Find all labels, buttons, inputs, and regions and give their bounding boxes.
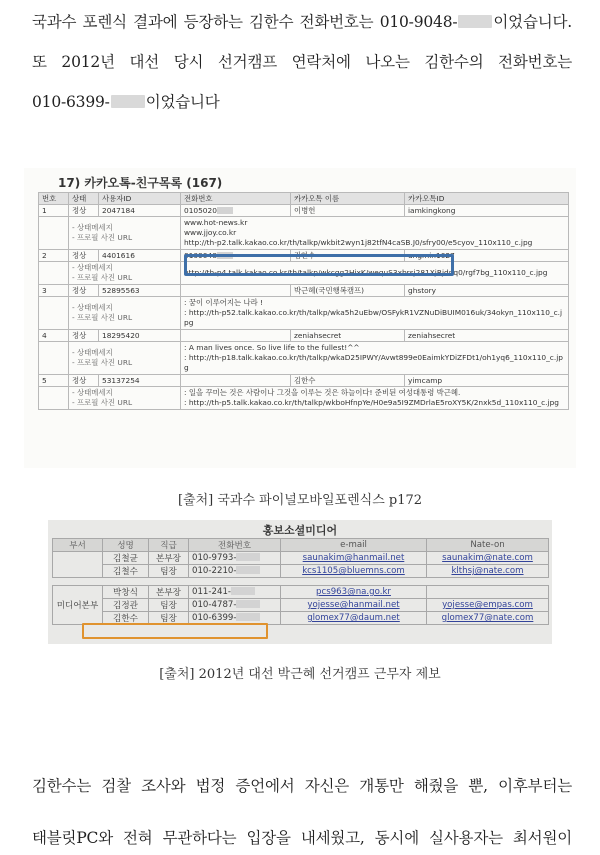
status-message: : A man lives once. So live life to the fullest!^^ <box>184 343 360 352</box>
redacted-digits <box>231 587 255 595</box>
cell-email <box>281 599 427 612</box>
sub-labels: - 상태메세지 - 프로필 사진 URL <box>69 297 181 330</box>
cell-kakao-id: ungmin1027 <box>405 250 569 262</box>
cell-name: 김철균 <box>103 552 149 565</box>
table-row <box>53 586 549 599</box>
cell-kakao-name: 김한수 <box>291 250 405 262</box>
cell-rank: 본부장 <box>149 586 189 599</box>
cell-state: 정상 <box>69 285 99 297</box>
campaign-rows-bottom <box>53 586 549 625</box>
kakao-friend-list-figure <box>24 168 576 468</box>
cell-name: 박창식 <box>103 586 149 599</box>
email-link[interactable]: yojesse@hanmail.net <box>307 600 400 610</box>
cell-rank: 팀장 <box>149 612 189 625</box>
profile-url: : http://th-p52.talk.kakao.co.kr/th/talkp/wka5h2uEbw/OSFykR1VZNuDiBUIM016uk/34okyn_110x110_c.jpg <box>184 308 563 327</box>
intro-line-1: 국과수 포렌식 결과에 등장하는 김한수 전화번호는 010-9048- 이었습니다. <box>32 13 572 31</box>
cell-email <box>281 552 427 565</box>
table-header-row: 번호 상태 사용자ID 전화번호 카카오톡 이름 카카오톡ID <box>39 193 569 205</box>
sub-labels: - 상태메세지 - 프로필 사진 URL <box>69 262 181 285</box>
sub-values <box>181 297 569 330</box>
table-row <box>39 375 569 387</box>
cell-phone: 010-9793- <box>189 552 281 565</box>
intro-paragraph <box>32 2 572 122</box>
redacted-digits <box>236 553 260 561</box>
cell-phone: 010-6399- <box>189 612 281 625</box>
cell-nateon <box>427 599 549 612</box>
figure-title: 17) 카카오톡-친구목록 (167) <box>58 176 223 190</box>
cell-phone: 010-2210- <box>189 565 281 578</box>
status-message: : 꿈이 이루어지는 나라 ! <box>184 298 264 307</box>
cell-no: 1 <box>39 205 69 217</box>
table-row <box>53 552 549 565</box>
cell-no: 4 <box>39 330 69 342</box>
cell-user-id: 53137254 <box>99 375 181 387</box>
cell-no: 3 <box>39 285 69 297</box>
outro-line-2: 태블릿PC와 전혀 무관하다는 입장을 내세웠고, 동시에 실사용자는 최서원이 <box>32 829 572 847</box>
outro-line-1: 김한수는 검찰 조사와 법정 증언에서 자신은 개통만 해줬을 뿐, 이후부터는 <box>32 777 572 795</box>
sub-values <box>181 217 569 250</box>
figure-title: 홍보소셜미디어 <box>262 524 338 537</box>
cell-phone: 010-4787- <box>189 599 281 612</box>
redacted-digits <box>111 95 145 108</box>
cell-kakao-id: iamkingkong <box>405 205 569 217</box>
cell-kakao-name: 김한수 <box>291 375 405 387</box>
cell-kakao-id: ghstory <box>405 285 569 297</box>
cell-phone <box>181 330 291 342</box>
cell-no: 2 <box>39 250 69 262</box>
sub-labels: - 상태메세지 - 프로필 사진 URL <box>69 342 181 375</box>
redacted-digits <box>236 600 260 608</box>
email-link[interactable]: glomex77@daum.net <box>307 613 400 623</box>
redacted-digits <box>458 15 492 28</box>
caption-2: [출처] 2012년 대선 박근혜 선거캠프 근무자 제보 <box>159 667 441 682</box>
kakao-table-body <box>39 205 569 410</box>
table-header-row: 부서 성명 직급 전화번호 e-mail Nate-on <box>53 539 549 552</box>
cell-name: 김정관 <box>103 599 149 612</box>
intro-line-2: 또 2012년 대선 당시 선거캠프 연락처에 나오는 김한수의 전화번호는 <box>32 53 572 71</box>
cell-phone: 0109048 <box>181 250 291 262</box>
cell-phone: 011-241- <box>189 586 281 599</box>
table-subrow <box>39 342 569 375</box>
table-row <box>53 599 549 612</box>
highlight-box <box>184 254 454 276</box>
redacted-digits <box>236 566 260 574</box>
profile-url: http://th-p2.talk.kakao.co.kr/th/talkp/wkbit2wyn1j82tfN4caSB.J0/sfry00/e5cyov_110x110_c.jpg <box>184 238 533 247</box>
redacted-digits <box>236 613 260 621</box>
nateon-link[interactable]: yojesse@empas.com <box>442 600 533 610</box>
nateon-link[interactable]: saunakim@nate.com <box>442 553 533 563</box>
cell-user-id: 18295420 <box>99 330 181 342</box>
cell-kakao-id: zeniahsecret <box>405 330 569 342</box>
cell-department: 미디어본부 <box>53 586 103 625</box>
cell-state: 정상 <box>69 205 99 217</box>
cell-user-id: 52895563 <box>99 285 181 297</box>
profile-url: : http://th-p5.talk.kakao.co.kr/th/talkp/wkboHfnpYe/H0e9a5I9ZMDrlaE5roXY5K/2nxk5d_110x110_c.jpg <box>184 398 559 407</box>
cell-kakao-name: 이병헌 <box>291 205 405 217</box>
cell-name: 김한수 <box>103 612 149 625</box>
email-link[interactable]: pcs963@na.go.kr <box>316 587 391 597</box>
kakao-friend-table <box>38 192 569 410</box>
cell-rank: 본부장 <box>149 552 189 565</box>
cell-nateon <box>427 586 549 599</box>
outro-paragraph <box>32 760 572 855</box>
cell-kakao-name: zeniahsecret <box>291 330 405 342</box>
profile-url: : http://th-p18.talk.kakao.co.kr/th/talkp/wkaD25IPWY/Avwt899e0EaimkYDiZFDt1/oh1yq6_110x110_c.jpg <box>184 353 563 372</box>
redacted-digits <box>217 207 233 214</box>
intro-line-3: 010-6399- 이었습니다 <box>32 93 220 111</box>
cell-nateon <box>427 552 549 565</box>
email-link[interactable]: kcs1105@bluemns.com <box>302 566 405 576</box>
table-row <box>39 285 569 297</box>
email-link[interactable]: saunakim@hanmail.net <box>302 553 405 563</box>
cell-user-id: 4401616 <box>99 250 181 262</box>
cell-kakao-name: 박근혜(국민행복캠프) <box>291 285 405 297</box>
cell-kakao-id: yimcamp <box>405 375 569 387</box>
sub-values <box>181 342 569 375</box>
cell-no: 5 <box>39 375 69 387</box>
nateon-link[interactable]: klthsj@nate.com <box>451 566 524 576</box>
campaign-rows-top <box>53 552 549 578</box>
table-subrow <box>39 217 569 250</box>
cell-email <box>281 586 427 599</box>
cell-email <box>281 612 427 625</box>
cell-state: 정상 <box>69 330 99 342</box>
campaign-contact-figure <box>48 520 552 644</box>
sub-labels: - 상태메세지 - 프로필 사진 URL <box>69 217 181 250</box>
campaign-contact-table <box>52 538 549 625</box>
cell-phone <box>181 375 291 387</box>
cell-state: 정상 <box>69 250 99 262</box>
cell-nateon <box>427 565 549 578</box>
caption-1: [출처] 국과수 파이널모바일포렌식스 p172 <box>177 493 423 508</box>
cell-phone: 0105020 <box>181 205 291 217</box>
profile-url: http://th-p4.talk.kakao.co.kr/th/talkp/wkcgg2HixK/wequS3xbrsj281XjRjdnq0/rgf7bg_110x110_c.jpg <box>184 268 548 277</box>
cell-department <box>53 552 103 578</box>
status-message: www.hot-news.kr www.jjoy.co.kr <box>184 218 248 237</box>
table-row <box>39 205 569 217</box>
sub-labels: - 상태메세지 - 프로필 사진 URL <box>69 387 181 410</box>
cell-email <box>281 565 427 578</box>
highlight-box <box>82 623 268 639</box>
cell-rank: 팀장 <box>149 565 189 578</box>
cell-state: 정상 <box>69 375 99 387</box>
table-row <box>53 565 549 578</box>
table-subrow <box>39 387 569 410</box>
table-subrow <box>39 297 569 330</box>
cell-nateon <box>427 612 549 625</box>
status-message: : 일을 꾸미는 것은 사람이나 그것을 이루는 것은 하늘이다! 준비된 여성대통령 박근혜. <box>184 388 461 397</box>
cell-user-id: 2047184 <box>99 205 181 217</box>
cell-name: 김철수 <box>103 565 149 578</box>
cell-rank: 팀장 <box>149 599 189 612</box>
table-row <box>39 330 569 342</box>
sub-values <box>181 387 569 410</box>
cell-phone <box>181 285 291 297</box>
nateon-link[interactable]: glomex77@nate.com <box>441 613 534 623</box>
